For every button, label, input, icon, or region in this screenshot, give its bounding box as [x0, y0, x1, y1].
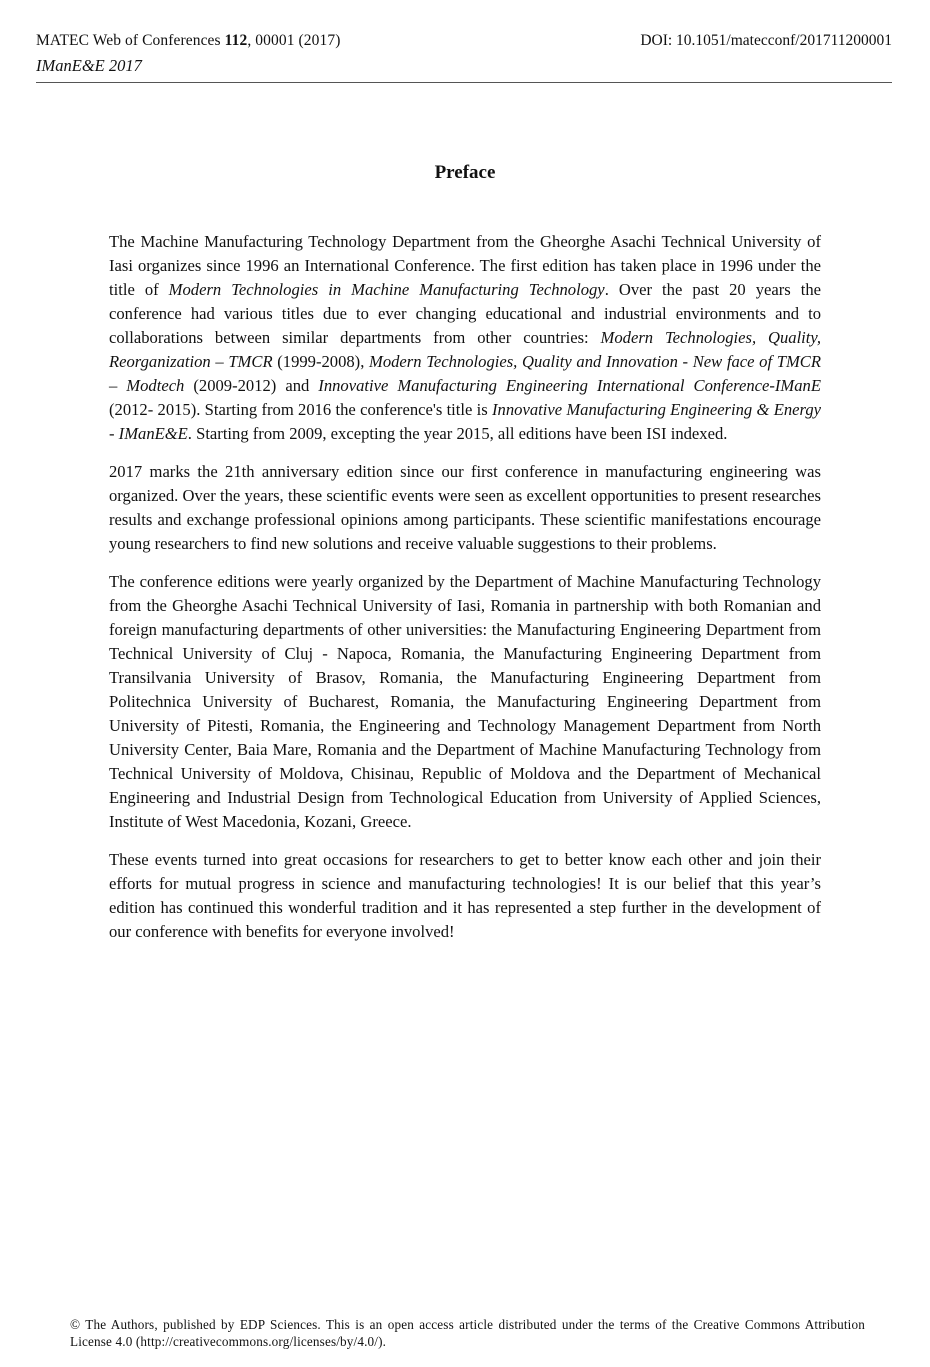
p1-text-i: (2012- 2015). Starting from 2016 the conference's title is: [109, 400, 493, 419]
preface-body: [109, 230, 821, 958]
p1-text-c: . Over the past 20 years the conference had various titles due to ever changing educational and industrial environments and to collaborations between similar departments from other countries:: [109, 280, 821, 347]
journal-citation: [36, 32, 340, 50]
running-header: [36, 30, 892, 83]
page-title: Preface: [434, 162, 496, 183]
p1-text-g: (2009-2012) and: [184, 376, 319, 395]
paragraph-3: The conference editions were yearly organized by the Department of Machine Manufacturing Technology from the Gheorghe Asachi Technical University of Iasi, Romania in partnership with both Romanian and foreign manufacturing departments of other universities: the Manufacturing Engineering Department from Technical University of Cluj - Napoca, Romania, the Manufacturing Engineering Department from Transilvania University of Brasov, Romania, the Manufacturing Engineering Department from Politechnica University of Bucharest, Romania, the Manufacturing Engineering Department from University of Pitesti, Romania, the Engineering and Technology Management Department from North University Center, Baia Mare, Romania and the Department of Machine Manufacturing Technology from Technical University of Moldova, Chisinau, Republic of Moldova and the Department of Mechanical Engineering and Industrial Design from Technological Education from University of Applied Sciences, Institute of West Macedonia, Kozani, Greece.: [109, 572, 821, 831]
doi: DOI: 10.1051/matecconf/201711200001: [640, 32, 892, 49]
paragraph-4: These events turned into great occasions for researchers to get to better know each other and join their efforts for mutual progress in science and manufacturing technologies! It is our belief that this year’s edition has continued this wonderful tradition and it has represented a step further in the development of our conference with benefits for everyone involved!: [109, 850, 821, 941]
license-footer: © The Authors, published by EDP Sciences. This is an open access article distributed under the terms of the Creative Commons Attribution License 4.0 (http://creativecommons.org/licenses/by/4.0/).: [70, 1317, 865, 1349]
p1-italic-title-2: Modern Technologies, Quality, Reorganization – TMCR: [109, 328, 821, 371]
article-number: , 00001 (2017): [247, 32, 341, 49]
conference-acronym: IManE&E 2017: [36, 56, 142, 75]
p1-italic-title-3: Modern Technologies, Quality and Innovation - New face of TMCR – Modtech: [109, 352, 821, 395]
volume-number: 112: [224, 32, 248, 49]
journal-name: MATEC Web of Conferences: [36, 32, 225, 49]
p1-italic-title-4: Innovative Manufacturing Engineering International Conference-IManE: [318, 376, 821, 395]
p1-text-k: . Starting from 2009, excepting the year 2015, all editions have been ISI indexed.: [187, 424, 728, 443]
p1-text-a: The Machine Manufacturing Technology Department from the Gheorghe Asachi Technical University of Iasi organizes since 1996 an International Conference. The first edition has taken place in 1996 under the title of: [109, 232, 821, 299]
paragraph-2: 2017 marks the 21th anniversary edition since our first conference in manufacturing engineering was organized. Over the years, these scientific events were seen as excellent opportunities to present researches results and exchange professional opinions among participants. These scientific manifestations encourage young researchers to find new solutions and receive valuable suggestions to their problems.: [109, 462, 821, 553]
p1-italic-title-5: Innovative Manufacturing Engineering & Energy - IManE&E: [109, 400, 821, 443]
p1-text-e: (1999-2008),: [272, 352, 370, 371]
p1-italic-title-1: Modern Technologies in Machine Manufacturing Technology: [168, 280, 605, 299]
paragraph-1: [109, 230, 821, 446]
